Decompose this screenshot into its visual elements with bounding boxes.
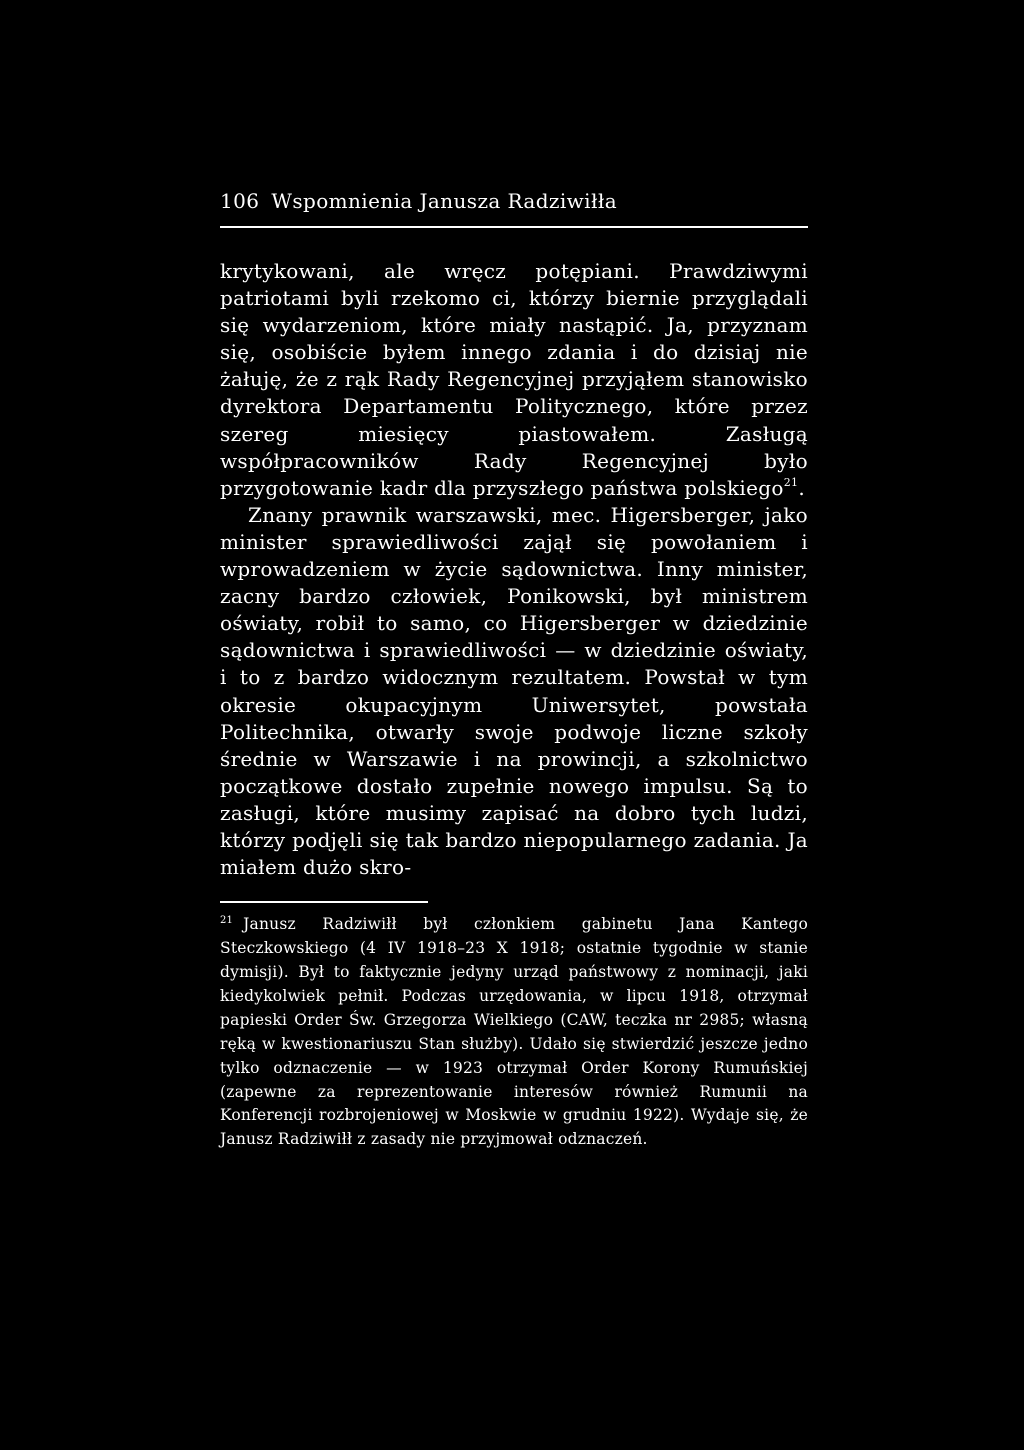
paragraph-end: .: [798, 475, 805, 500]
running-header: [220, 188, 808, 214]
footnote: [220, 913, 808, 1152]
running-title: Wspomnienia Janusza Radziwiłła: [271, 189, 618, 213]
book-page: [220, 188, 808, 1152]
paragraph: Znany prawnik warszawski, mec. Higersberger, jako minister sprawiedliwości zajął się powołaniem i wprowadzeniem w życie sądownictwa. Inny minister, zacny bardzo człowiek, Ponikowski, był ministrem oświaty, robił to samo, co Higersberger w dziedzinie sądownictwa i sprawiedliwości — w dziedzinie oświaty, i to z bardzo widocznym rezultatem. Powstał w tym okresie okupacyjnym Uniwersytet, powstała Politechnika, otwarły swoje podwoje liczne szkoły średnie w Warszawie i na prowincji, a szkolnictwo początkowe dostało zupełnie nowego impulsu. Są to zasługi, które musimy zapisać na dobro tych ludzi, którzy podjęli się tak bardzo niepopularnego zadania. Ja miałem dużo skro-: [220, 502, 808, 880]
paragraph: [220, 258, 808, 502]
main-text: [220, 258, 808, 881]
footnote-text: Janusz Radziwiłł był członkiem gabinetu Jana Kantego Steczkowskiego (4 IV 1918–23 X 1918; ostatnie tygodnie w stanie dymisji). Był to faktycznie jedyny urząd państwowy z nominacji, jaki kiedykolwiek pełnił. Podczas urzędowania, w lipcu 1918, otrzymał papieski Order Św. Grzegorza Wielkiego (CAW, teczka nr 2985; własną ręką w kwestionariuszu Stan służby). Udało się stwierdzić jeszcze jedno tylko odznaczenie — w 1923 otrzymał Order Korony Rumuńskiej (zapewne za reprezentowanie interesów również Rumunii na Konferencji rozbrojeniowej w Moskwie w grudniu 1922). Wydaje się, że Janusz Radziwiłł z zasady nie przyjmował odznaczeń.: [220, 915, 808, 1149]
paragraph-text: krytykowani, ale wręcz potępiani. Prawdziwymi patriotami byli rzekomo ci, którzy biernie przyglądali się wydarzeniom, które miały nastąpić. Ja, przyznam się, osobiście byłem innego zdania i do dzisiaj nie żałuję, że z rąk Rady Regencyjnej przyjąłem stanowisko dyrektora Departamentu Politycznego, które przez szereg miesięcy piastowałem. Zasługą współpracowników Rady Regencyjnej było przygotowanie kadr dla przyszłego państwa polskiego: [220, 259, 808, 500]
header-rule: [220, 226, 808, 228]
page-number: 106: [220, 189, 260, 213]
footnote-rule: [220, 901, 428, 903]
footnote-number: 21: [220, 915, 234, 927]
footnote-reference: 21: [783, 475, 799, 489]
